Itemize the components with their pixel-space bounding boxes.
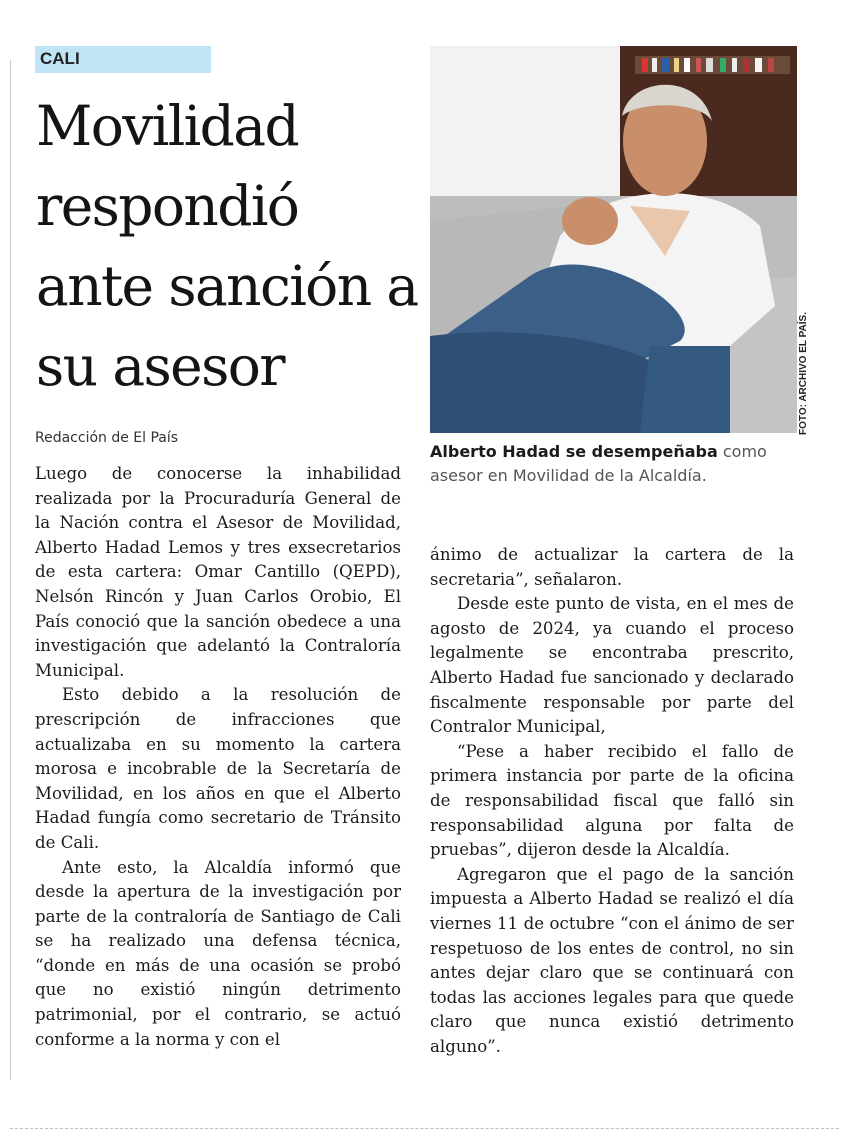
paragraph: Luego de conocerse la inhabilidad realizada por la Procuraduría General de la Nación contra el Asesor de Movilidad, Alberto Hadad Lemos y tres exsecretarios de esta cartera: Omar Cantillo (QEPD), Nelsón Rincón y Juan Carlos Orobio, El País conoció que la sanción obedece a una investigación que adelantó la Contraloría Municipal.: [35, 464, 401, 680]
headline: Movilidad respondió ante sanción a su asesor: [36, 94, 418, 398]
article-photo: [430, 46, 797, 433]
caption-bold: Alberto Hadad se desempeñaba: [430, 442, 718, 461]
caption-text: como asesor en Movilidad de la Alcaldía.: [430, 442, 767, 485]
paragraph: Ante esto, la Alcaldía informó que desde la apertura de la investigación por parte de la contraloría de Santiago de Cali se ha realizado una defensa técnica, “donde en más de una ocasión se probó que no existió ningún detrimento patrimonial, por el contrario, se actuó conforme a la norma y con el: [35, 857, 401, 1049]
paragraph: Agregaron que el pago de la sanción impuesta a Alberto Hadad se realizó el día viernes 11 de octubre “con el ánimo de ser respetuoso de los entes de control, no sin antes dejar claro que se continuará con todas las acciones legales para que quede claro que nunca existió detrimento alguno”.: [430, 864, 794, 1056]
body-column-right: [430, 543, 794, 1059]
left-margin-rule: [10, 60, 11, 1080]
paragraph: ánimo de actualizar la cartera de la secretaria”, señalaron.: [430, 545, 794, 589]
body-column-left: [35, 462, 401, 1052]
bottom-rule: [10, 1128, 839, 1129]
section-tag: CALI: [35, 46, 211, 73]
photo-credit: FOTO: ARCHIVO EL PAÍS.: [798, 312, 809, 435]
paragraph: Desde este punto de vista, en el mes de agosto de 2024, ya cuando el proceso legalmente se encontraba prescrito, Alberto Hadad fue sancionado y declarado fiscalmente responsable por parte del Contralor Municipal,: [430, 594, 794, 737]
paragraph: “Pese a haber recibido el fallo de primera instancia por parte de la oficina de responsabilidad fiscal que falló sin responsabilidad alguna por falta de pruebas”, dijeron desde la Alcaldía.: [430, 741, 794, 860]
photo-caption: [430, 440, 800, 488]
byline: Redacción de El País: [35, 430, 179, 446]
paragraph: Esto debido a la resolución de prescripción de infracciones que actualizaba en su momento la cartera morosa e incobrable de la Secretaría de Movilidad, en los años en que el Alberto Hadad fungía como secretario de Tránsito de Cali.: [35, 685, 401, 852]
